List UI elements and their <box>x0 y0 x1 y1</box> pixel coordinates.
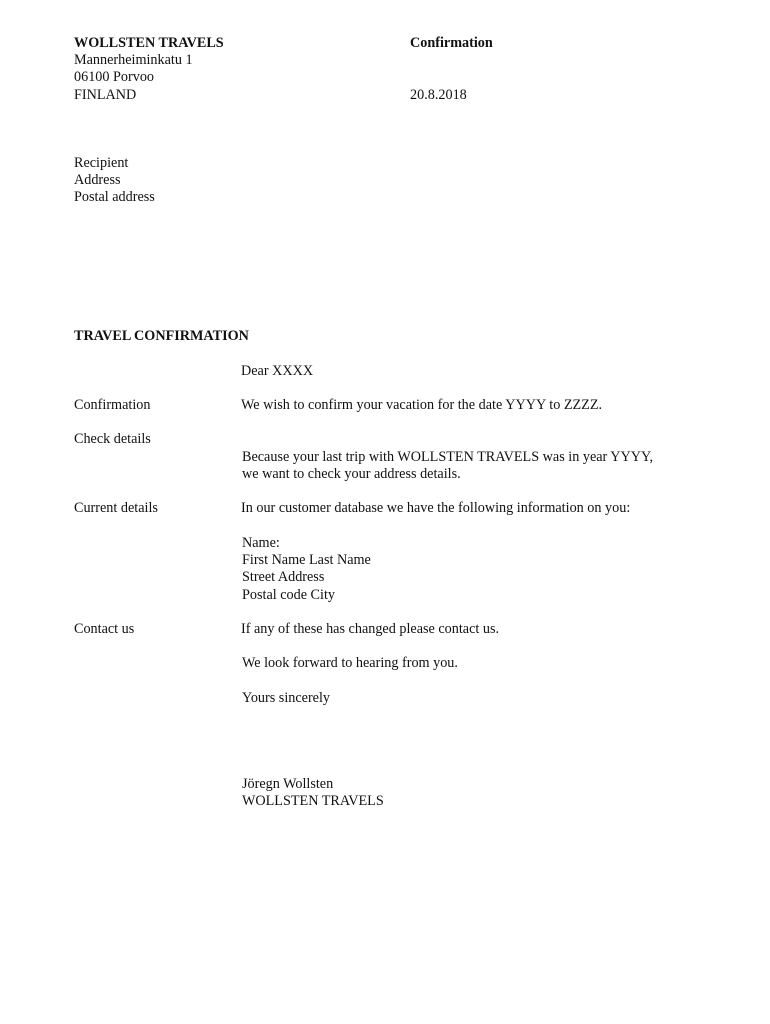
section-label-contact-us: Contact us <box>74 621 135 637</box>
recipient-postal-address: Postal address <box>74 189 155 206</box>
section-label-confirmation: Confirmation <box>74 397 151 413</box>
sender-street: Mannerheiminkatu 1 <box>74 52 193 69</box>
closing-line: We look forward to hearing from you. <box>242 655 458 671</box>
customer-info <box>242 535 371 604</box>
sign-off: Yours sincerely <box>242 690 331 706</box>
check-details-text <box>242 449 653 483</box>
check-details-line-2: we want to check your address details. <box>242 466 461 483</box>
recipient-name: Recipient <box>74 155 129 171</box>
signature-company: WOLLSTEN TRAVELS <box>242 793 384 810</box>
check-details-line-1: Because your last trip with WOLLSTEN TRAVELS was in year YYYY, <box>242 449 653 465</box>
sender-company: WOLLSTEN TRAVELS <box>74 35 224 51</box>
sender-address <box>74 35 224 104</box>
customer-postal-city: Postal code City <box>242 586 336 603</box>
signature-block <box>242 776 384 810</box>
salutation: Dear XXXX <box>241 363 314 379</box>
sender-country: FINLAND <box>74 86 137 103</box>
customer-street: Street Address <box>242 569 325 586</box>
recipient-address <box>74 155 155 207</box>
customer-name-label: Name: <box>242 535 280 551</box>
confirmation-text: We wish to confirm your vacation for the date YYYY to ZZZZ. <box>241 397 603 413</box>
letter-title: TRAVEL CONFIRMATION <box>74 328 249 344</box>
section-label-current-details: Current details <box>74 500 158 516</box>
document-date: 20.8.2018 <box>410 87 467 103</box>
signature-name: Jöregn Wollsten <box>242 776 334 792</box>
sender-postal: 06100 Porvoo <box>74 69 155 86</box>
contact-us-text: If any of these has changed please contact us. <box>241 621 500 637</box>
document-type: Confirmation <box>410 35 493 51</box>
section-label-check-details: Check details <box>74 431 151 447</box>
current-details-text: In our customer database we have the following information on you: <box>241 500 631 516</box>
customer-full-name: First Name Last Name <box>242 552 371 569</box>
recipient-address-line: Address <box>74 172 121 189</box>
